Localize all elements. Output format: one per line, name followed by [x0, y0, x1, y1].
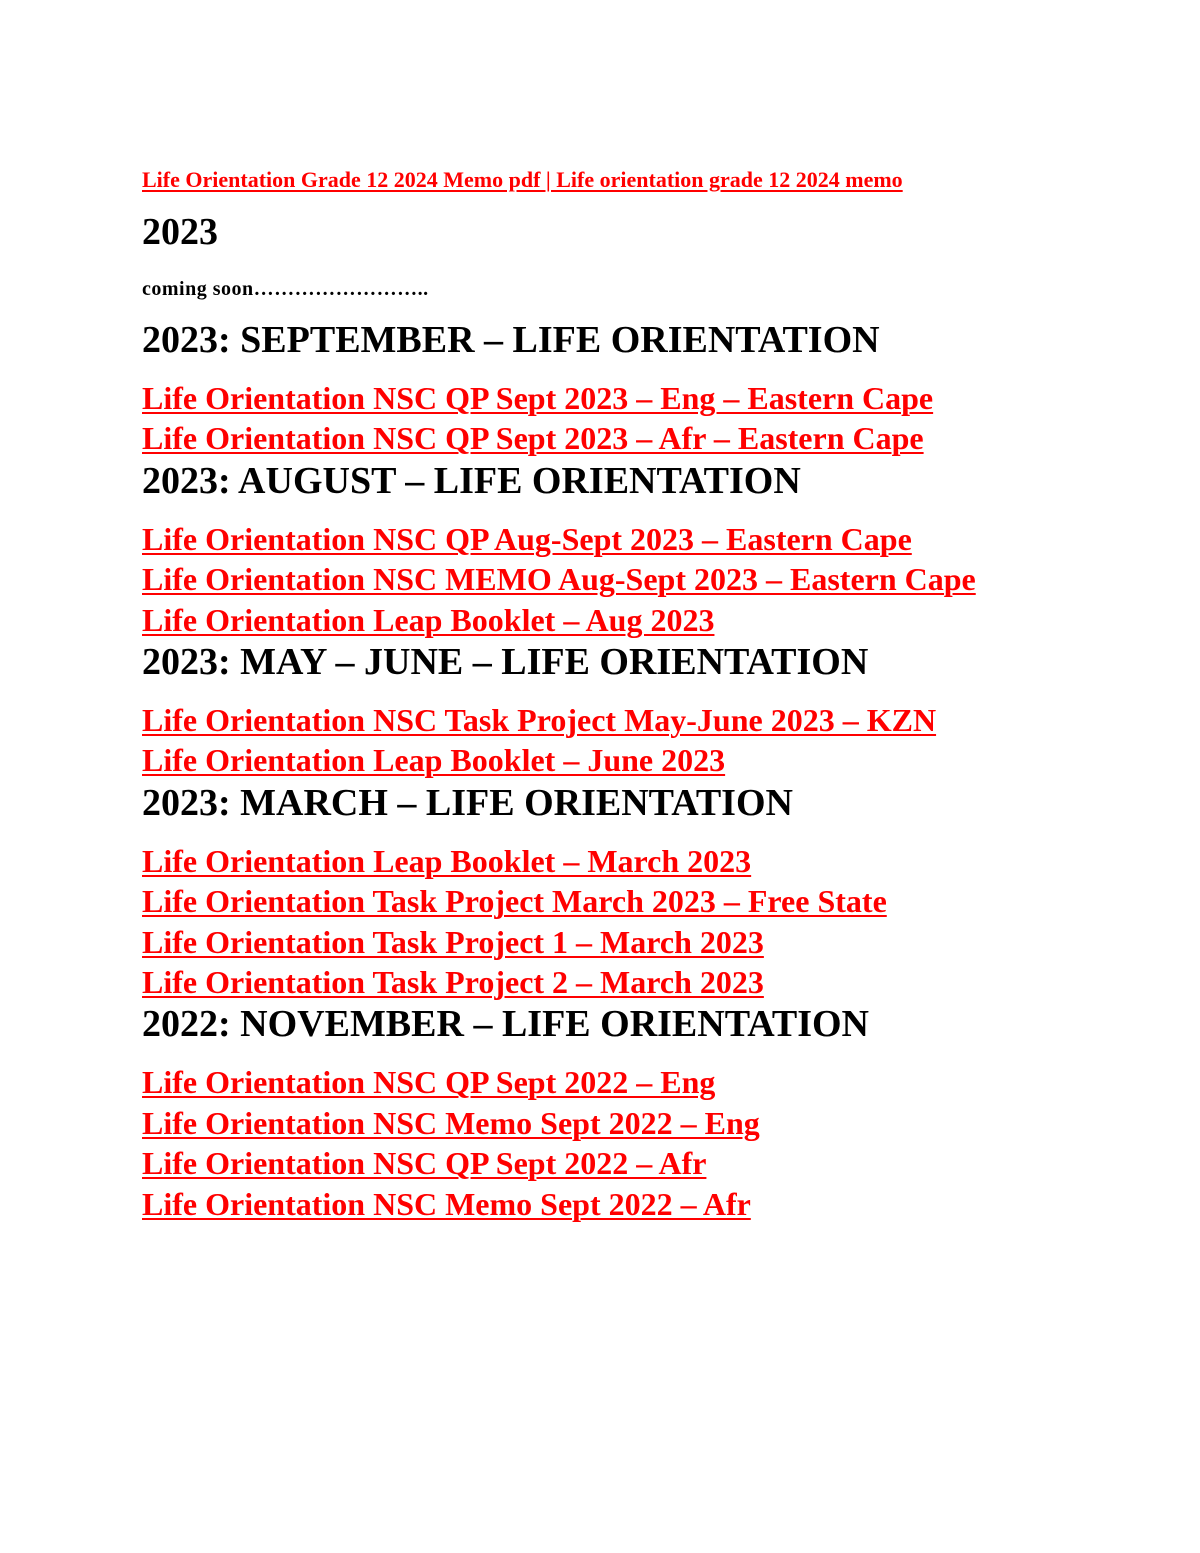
- section-links: [142, 378, 1062, 459]
- link-memo-aug-sept-2023[interactable]: Life Orientation NSC MEMO Aug-Sept 2023 – Eastern Cape: [142, 561, 976, 598]
- section-title: 2023: SEPTEMBER – LIFE ORIENTATION: [142, 319, 880, 361]
- document-page: [142, 166, 1062, 1224]
- link-leap-booklet-march-2023[interactable]: Life Orientation Leap Booklet – March 2023: [142, 842, 752, 879]
- link-leap-booklet-aug-2023[interactable]: Life Orientation Leap Booklet – Aug 2023: [142, 601, 715, 638]
- section-march-2023: [142, 781, 1062, 1003]
- link-task-project-2-march-2023[interactable]: Life Orientation Task Project 2 – March 2023: [142, 964, 764, 1001]
- link-qp-sept-2022-eng[interactable]: Life Orientation NSC QP Sept 2022 – Eng: [142, 1064, 716, 1101]
- link-memo-sept-2022-eng[interactable]: Life Orientation NSC Memo Sept 2022 – Eng: [142, 1104, 760, 1141]
- section-links: [142, 1062, 1062, 1224]
- section-links: [142, 519, 1062, 640]
- section-title: 2023: MARCH – LIFE ORIENTATION: [142, 781, 793, 824]
- section-november-2022: [142, 1002, 1062, 1224]
- link-qp-aug-sept-2023[interactable]: Life Orientation NSC QP Aug-Sept 2023 – Eastern Cape: [142, 520, 912, 557]
- link-qp-sept-2022-afr[interactable]: Life Orientation NSC QP Sept 2022 – Afr: [142, 1145, 707, 1182]
- section-links: [142, 700, 1062, 781]
- link-qp-sept-2023-afr[interactable]: Life Orientation NSC QP Sept 2023 – Afr – Eastern Cape: [142, 420, 924, 457]
- link-leap-booklet-june-2023[interactable]: Life Orientation Leap Booklet – June 2023: [142, 742, 726, 779]
- link-task-project-march-2023-free-state[interactable]: Life Orientation Task Project March 2023 – Free State: [142, 883, 887, 920]
- link-memo-sept-2022-afr[interactable]: Life Orientation NSC Memo Sept 2022 – Afr: [142, 1185, 751, 1222]
- top-link-memo-pdf[interactable]: Life Orientation Grade 12 2024 Memo pdf | Life orientation grade 12 2024 memo: [142, 167, 903, 192]
- section-title: 2022: NOVEMBER – LIFE ORIENTATION: [142, 1003, 869, 1046]
- section-links: [142, 841, 1062, 1003]
- link-task-project-may-june-2023[interactable]: Life Orientation NSC Task Project May-June 2023 – KZN: [142, 702, 937, 739]
- year-heading: 2023: [142, 211, 218, 253]
- section-title: 2023: AUGUST – LIFE ORIENTATION: [142, 459, 801, 502]
- coming-soon-text: coming soon……………………..: [142, 278, 429, 300]
- link-qp-sept-2023-eng[interactable]: Life Orientation NSC QP Sept 2023 – Eng – Eastern Cape: [142, 380, 934, 416]
- section-september-2023: [142, 318, 1062, 459]
- section-may-june-2023: [142, 640, 1062, 781]
- section-title: 2023: MAY – JUNE – LIFE ORIENTATION: [142, 641, 869, 684]
- section-august-2023: [142, 459, 1062, 640]
- link-task-project-1-march-2023[interactable]: Life Orientation Task Project 1 – March 2023: [142, 923, 764, 960]
